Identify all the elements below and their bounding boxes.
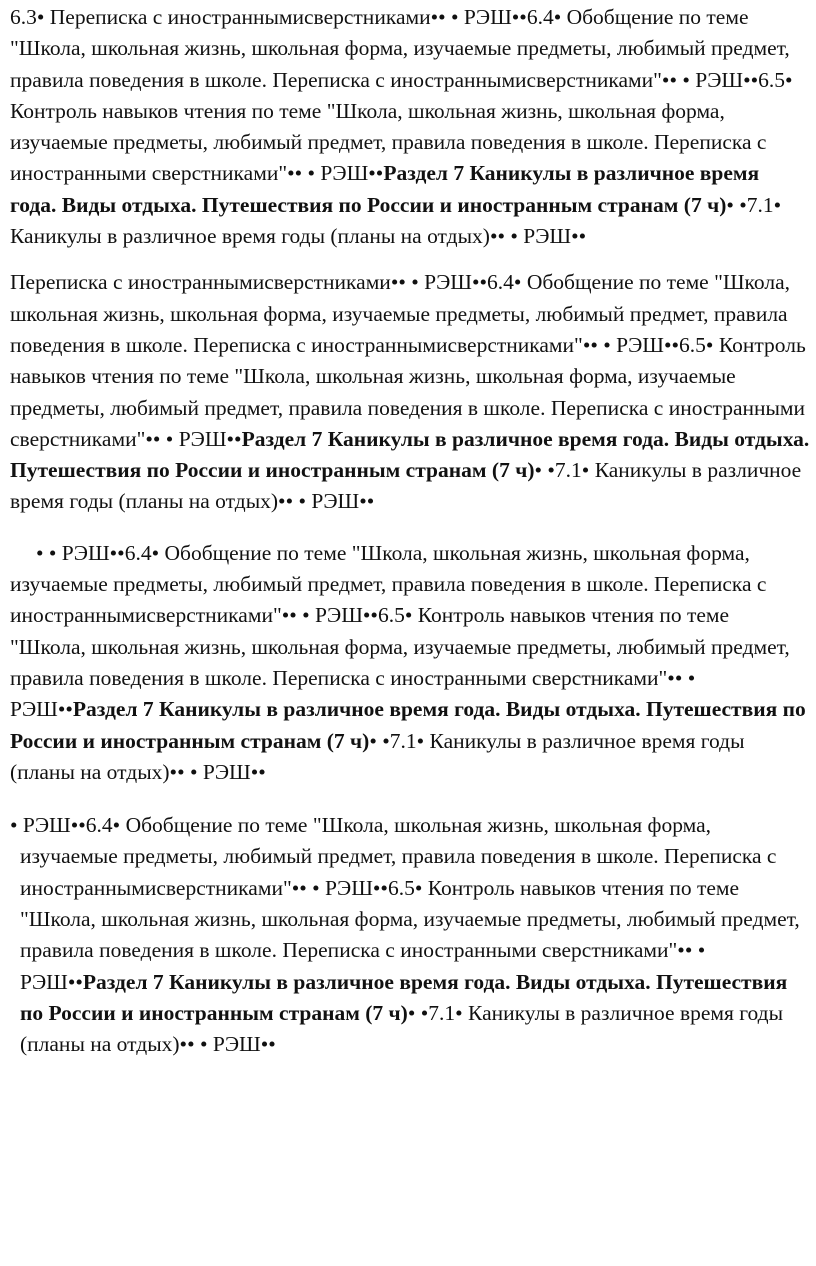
paragraph-text: • •7.1• Каникулы в различное время годы (планы на отдых)•• • РЭШ••	[20, 1000, 784, 1057]
paragraph-text: • •7.1• Каникулы в различное время годы (планы на отдых)•• • РЭШ••	[10, 458, 802, 514]
paragraph-2	[10, 267, 810, 517]
paragraph-text: • •7.1• Каникулы в различное время годы (планы на отдых)•• • РЭШ••	[10, 192, 782, 249]
paragraph-3	[10, 538, 810, 788]
paragraph-text: 6.3• Переписка с иностраннымисверстниками•• • РЭШ••6.4• Обобщение по теме "Школа, школьная жизнь, школьная форма, изучаемые предметы, любимый предмет, правила поведения в школе. Переписка с иностраннымисверстниками"•• • РЭШ••6.5• Контроль навыков чтения по теме "Школа, школьная жизнь, школьная форма, изучаемые предметы, любимый предмет, правила поведения в школе. Переписка с иностранными сверстниками"•• • РЭШ••	[10, 5, 793, 186]
section-heading: Раздел 7 Каникулы в различное время года. Виды отдыха. Путешествия по России и иностранным странам (7 ч)	[10, 697, 806, 753]
section-heading: Раздел 7 Каникулы в различное время года. Виды отдыха. Путешествия по России и иностранным странам (7 ч)	[10, 161, 760, 217]
paragraph-text: Переписка с иностраннымисверстниками•• • РЭШ••6.4• Обобщение по теме "Школа, школьная жизнь, школьная форма, изучаемые предметы, любимый предмет, правила поведения в школе. Переписка с иностраннымисверстниками"•• • РЭШ••6.5• Контроль навыков чтения по теме "Школа, школьная жизнь, школьная форма, изучаемые предметы, любимый предмет, правила поведения в школе. Переписка с иностранными сверстниками"•• • РЭШ••	[10, 270, 806, 451]
paragraph-text: • •7.1• Каникулы в различное время годы (планы на отдых)•• • РЭШ••	[10, 728, 745, 784]
section-heading: Раздел 7 Каникулы в различное время года. Виды отдыха. Путешествия по России и иностранным странам (7 ч)	[10, 426, 810, 483]
section-heading: Раздел 7 Каникулы в различное время года. Виды отдыха. Путешествия по России и иностранным странам (7 ч)	[20, 969, 788, 1025]
paragraph-text: • • РЭШ••6.4• Обобщение по теме "Школа, школьная жизнь, школьная форма, изучаемые предметы, любимый предмет, правила поведения в школе. Переписка с иностраннымисверстниками"•• • РЭШ••6.5• Контроль навыков чтения по теме "Школа, школьная жизнь, школьная форма, изучаемые предметы, любимый предмет, правила поведения в школе. Переписка с иностранными сверстниками"•• • РЭШ••	[10, 540, 790, 722]
paragraph-4	[10, 810, 810, 1060]
paragraph-1	[10, 0, 810, 252]
paragraph-text: • РЭШ••6.4• Обобщение по теме "Школа, школьная жизнь, школьная форма, изучаемые предметы, любимый предмет, правила поведения в школе. Переписка с иностраннымисверстниками"•• • РЭШ••6.5• Контроль навыков чтения по теме "Школа, школьная жизнь, школьная форма, изучаемые предметы, любимый предмет, правила поведения в школе. Переписка с иностранными сверстниками"•• • РЭШ••	[10, 813, 800, 994]
